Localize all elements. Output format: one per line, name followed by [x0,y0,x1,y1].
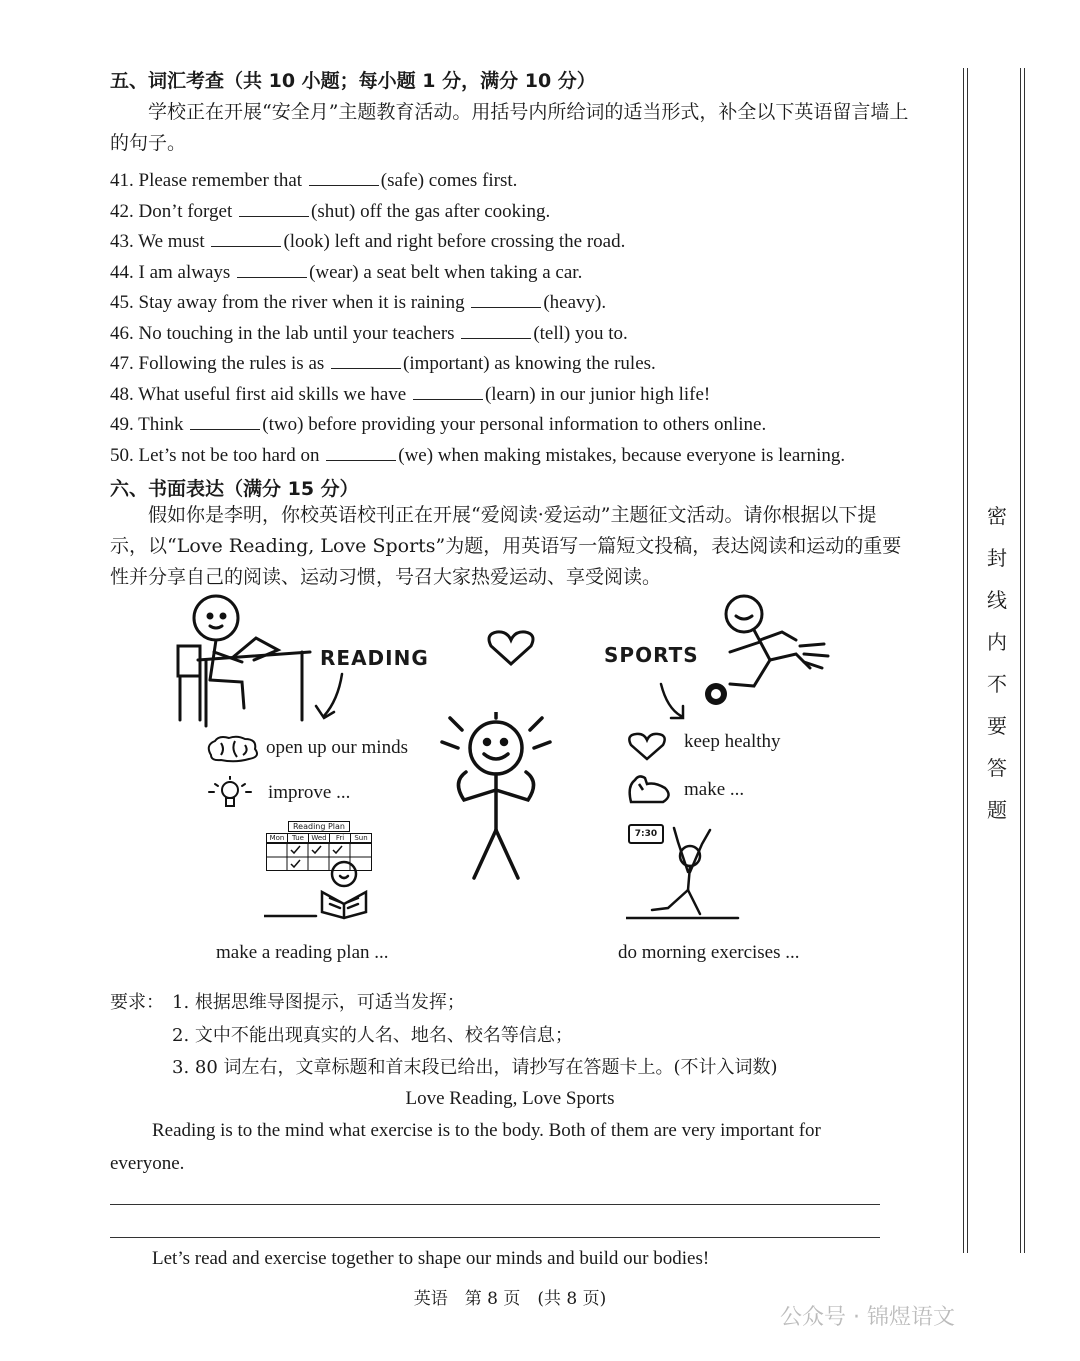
section5-heading: 五、词汇考查（共 10 小题；每小题 1 分，满分 10 分） [110,70,596,92]
plan-day: Sun [350,834,371,842]
answer-line [110,1237,880,1238]
sports-point-2: make ... [684,779,745,800]
seal-char: 要 [987,714,1007,738]
seal-char: 题 [987,798,1007,822]
plan-day: Mon [269,834,285,842]
brain-icon [205,735,261,763]
question-hint: (safe) comes first. [380,170,518,191]
heart-icon [485,628,537,668]
question-item [110,201,550,223]
plan-day: Fri [329,834,350,842]
exercising-figure-icon [626,822,746,922]
question-hint: (tell) you to. [533,322,628,344]
reading-plan-title: Reading Plan [288,821,350,832]
question-item [110,384,710,406]
question-hint: (learn) in our junior high life! [484,383,711,405]
section6-heading: 六、书面表达（满分 15 分） [110,478,359,500]
question-item [110,170,517,192]
essay-closing: Let’s read and exercise together to shape our minds and build our bodies! [152,1248,710,1269]
question-text: 41. Please remember that [110,170,303,191]
flexed-arm-icon [625,772,673,806]
heart-icon [626,731,668,761]
sports-point-1: keep healthy [684,731,781,752]
question-text: 50. Let’s not be too hard on [110,444,320,466]
question-item [110,292,606,314]
arrow-down-icon [655,680,695,725]
question-item [110,414,766,436]
question-text: 46. No touching in the lab until your teachers [110,322,455,344]
page-footer: 英语 第 8 页 (共 8 页) [413,1289,607,1309]
answer-blank[interactable] [413,384,483,400]
question-hint: (important) as knowing the rules. [403,353,656,374]
section5-instruction: 学校正在开展“安全月”主题教育活动。用括号内所给词的适当形式，补全以下英语留言墙上的句子。 [110,101,909,154]
reading-point-3: make a reading plan ... [216,942,389,963]
seal-char: 不 [987,672,1007,696]
student-reading-figure [170,590,330,730]
seal-char: 线 [987,588,1007,612]
reading-title: READING [320,646,429,670]
seal-char: 封 [987,546,1007,570]
seal-line [963,68,964,1253]
question-text: 48. What useful first aid skills we have [110,383,407,405]
sports-point-3: do morning exercises ... [618,942,800,963]
question-item [110,262,582,284]
lightbulb-icon [205,776,255,812]
question-text: 44. I am always [110,261,231,283]
arrow-down-icon [312,670,362,725]
requirements-label: 要求： [110,992,164,1013]
question-text: 49. Think [110,414,184,435]
watermark: 公众号 · 锦煜语文 [780,1305,955,1330]
question-hint: (shut) off the gas after cooking. [311,200,551,222]
question-text: 42. Don’t forget [110,200,233,222]
essay-title: Love Reading, Love Sports [405,1088,615,1109]
requirement-2: 2. 文中不能出现真实的人名、地名、校名等信息； [172,1025,573,1046]
seal-line [1020,68,1021,1253]
reading-point-1: open up our minds [266,737,408,758]
question-text: 43. We must [110,231,205,252]
question-item [110,353,656,375]
question-hint: (two) before providing your personal information to others online. [262,414,767,435]
answer-blank[interactable] [461,323,531,339]
seal-line-notice [982,495,1012,831]
question-text: 47. Following the rules is as [110,353,325,374]
seal-char: 密 [987,504,1007,528]
reading-point-2: improve ... [268,782,351,803]
seal-char: 答 [987,756,1007,780]
seal-line [1024,68,1025,1253]
alarm-clock-icon: 7:30 [628,824,664,844]
question-text: 45. Stay away from the river when it is raining [110,292,465,313]
seal-line [967,68,968,1253]
sports-title: SPORTS [604,643,699,667]
plan-day: Tue [287,834,308,842]
answer-line [110,1204,880,1205]
answer-blank[interactable] [239,201,309,217]
requirement-3: 3. 80 词左右，文章标题和首末段已给出，请抄写在答题卡上。(不计入词数) [172,1057,778,1078]
happy-figure-icon [436,712,556,882]
question-item [110,445,845,467]
question-hint: (look) left and right before crossing the road. [283,231,626,252]
reading-plan-days [266,833,372,843]
question-item [110,323,628,345]
answer-blank[interactable] [326,445,396,461]
seal-char: 内 [987,630,1007,654]
answer-blank[interactable] [471,292,541,308]
question-hint: (we) when making mistakes, because everyone is learning. [398,444,846,466]
answer-blank[interactable] [190,414,260,430]
answer-blank[interactable] [309,170,379,186]
question-hint: (heavy). [543,292,607,313]
question-item [110,231,625,253]
requirement-1: 1. 根据思维导图提示，可适当发挥； [172,992,465,1013]
essay-opening-line2: everyone. [110,1153,185,1174]
plan-day: Wed [308,834,329,842]
essay-opening-line1: Reading is to the mind what exercise is to the body. Both of them are very important for [152,1120,821,1141]
answer-blank[interactable] [211,231,281,247]
answer-blank[interactable] [237,262,307,278]
running-figure-icon [700,590,840,710]
child-reading-icon [264,858,384,920]
question-hint: (wear) a seat belt when taking a car. [309,261,583,283]
answer-blank[interactable] [331,353,401,369]
section6-instruction: 假如你是李明，你校英语校刊正在开展“爱阅读·爱运动”主题征文活动。请你根据以下提示，以“Love Reading, Love Sports”为题，用英语写一篇短文投稿，表达阅读和运动的重要性并分享自己的阅读、运动习惯，号召大家热爱运动、享受阅读。 [110,504,902,588]
